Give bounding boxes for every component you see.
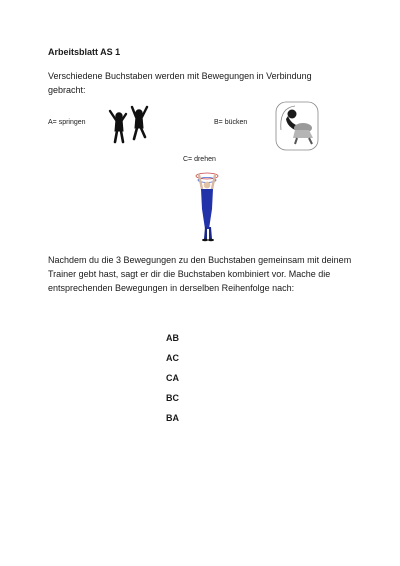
movement-c-label: C= drehen <box>183 156 216 163</box>
movement-a-label: A= springen <box>48 119 86 126</box>
combination-item: BA <box>166 413 179 423</box>
bending-person-icon <box>273 100 321 157</box>
intro-text: Verschiedene Buchstaben werden mit Bewegungen in Verbindung gebracht: <box>48 71 312 95</box>
combination-item: AC <box>166 353 179 363</box>
movement-b-label: B= bücken <box>214 119 248 126</box>
spinning-person-icon <box>190 169 224 248</box>
worksheet-title: Arbeitsblatt AS 1 <box>48 47 121 57</box>
combination-list <box>166 333 179 433</box>
combination-item: BC <box>166 393 179 403</box>
combination-item: CA <box>166 373 179 383</box>
combination-item: AB <box>166 333 179 343</box>
jumping-people-icon <box>106 104 154 151</box>
instructions-text: Nachdem du die 3 Bewegungen zu den Buchstaben gemeinsam mit deinem Trainer gebt hast, sagt er dir die Buchstaben kombiniert vor. Mache die entsprechenden Bewegungen in derselben Reihenfolge nach: <box>48 255 352 293</box>
